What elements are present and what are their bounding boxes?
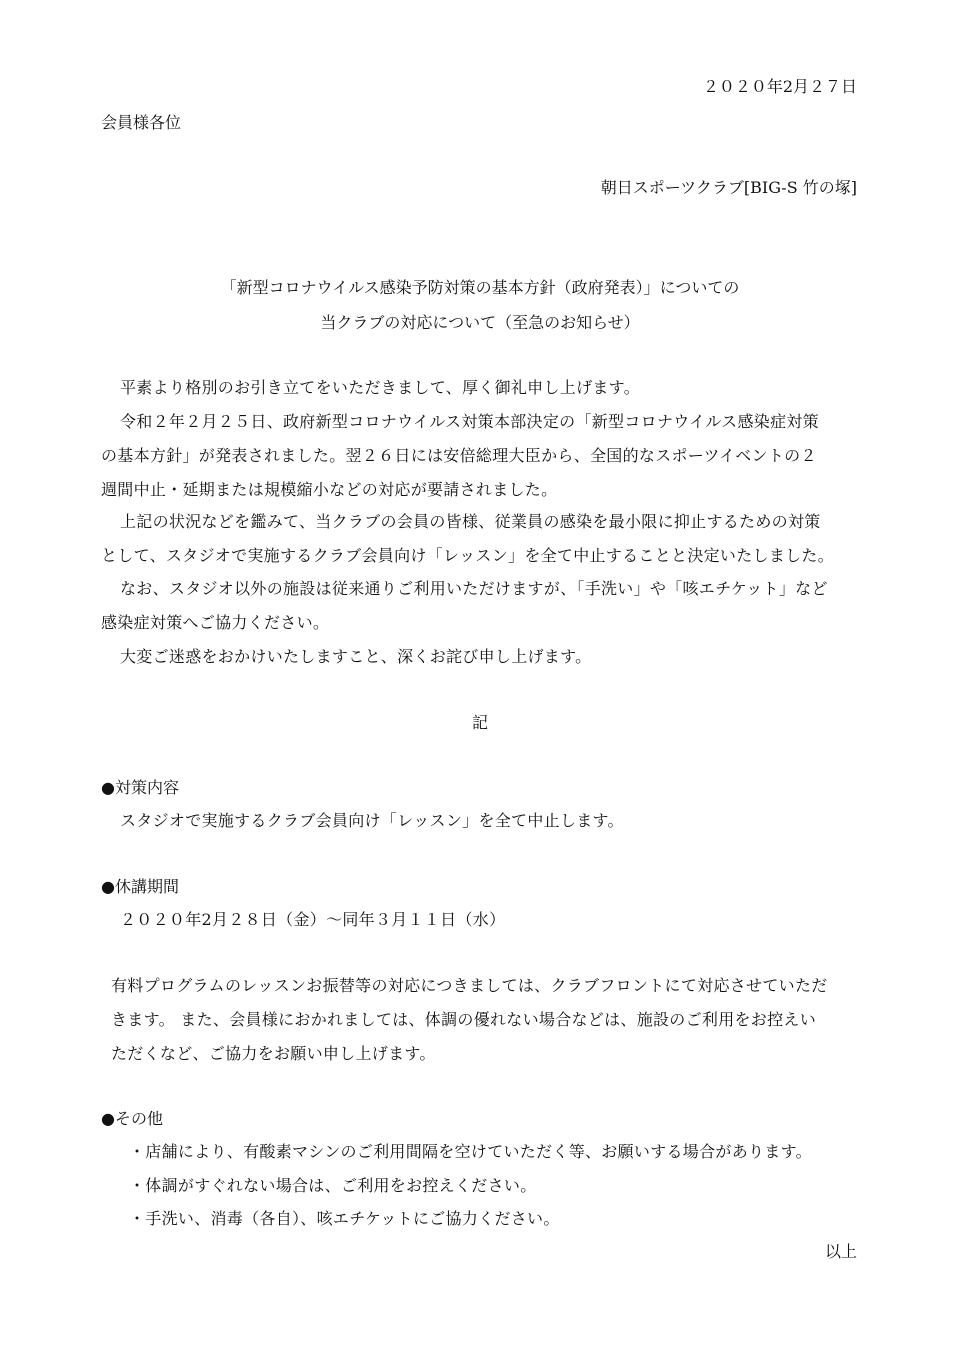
note-line: 有料プログラムのレッスンお振替等の対応につきましては、クラブフロントにて対応させていただ [111,976,828,995]
ki-mark: 記 [471,713,488,732]
body-line: 感染症対策へご協力ください。 [101,613,330,632]
measures-heading: ●対策内容 [101,778,179,797]
body-line: 週間中止・延期または規模縮小などの対応が要請されました。 [101,480,558,499]
recipient: 会員様各位 [101,113,182,132]
body-line: 令和２年２月２５日、政府新型コロナウイルス対策本部決定の「新型コロナウイルス感染症対策 [120,412,819,431]
body-line: なお、スタジオ以外の施設は従来通りご利用いただけますが、「手洗い」や「咳エチケット」など [120,579,828,598]
other-heading: ●その他 [101,1109,163,1128]
body-line: 大変ご迷惑をおかけいたしますこと、深くお詫び申し上げます。 [120,647,592,666]
closing-mark: 以上 [824,1242,857,1261]
title-line-1: 「新型コロナウイルス感染予防対策の基本方針（政府発表）」についての [220,278,740,297]
sender: 朝日スポーツクラブ[BIG-S 竹の塚] [600,178,857,197]
title-line-2: 当クラブの対応について（至急のお知らせ） [320,313,640,332]
note-line: きます。 また、会員様におかれましては、体調の優れない場合などは、施設のご利用をお控えい [111,1010,817,1029]
other-item: ・体調がすぐれない場合は、ご利用をお控えください。 [129,1176,537,1195]
body-line: 上記の状況などを鑑みて、当クラブの会員の皆様、従業員の感染を最小限に抑止するための対策 [120,512,821,531]
document-date: ２０２０年2月２７日 [702,77,857,96]
period-text: ２０２０年2月２８日（金）～同年３月１１日（水） [120,910,506,929]
measures-text: スタジオで実施するクラブ会員向け「レッスン」を全て中止します。 [120,811,624,830]
body-line: 平素より格別のお引き立てをいただきまして、厚く御礼申し上げます。 [120,378,641,397]
body-line: の基本方針」が発表されました。翌２６日には安倍総理大臣から、全国的なスポーツイベントの２ [101,446,817,465]
other-item: ・店舗により、有酸素マシンのご利用間隔を空けていただく等、お願いする場合があります。 [129,1142,812,1161]
period-heading: ●休講期間 [101,877,179,896]
body-line: として、スタジオで実施するクラブ会員向け「レッスン」を全て中止することと決定いたしました。 [101,546,835,565]
other-item: ・手洗い、消毒（各自）、咳エチケットにご協力ください。 [129,1209,560,1228]
note-line: ただくなど、ご協力をお願い申し上げます。 [111,1044,436,1063]
